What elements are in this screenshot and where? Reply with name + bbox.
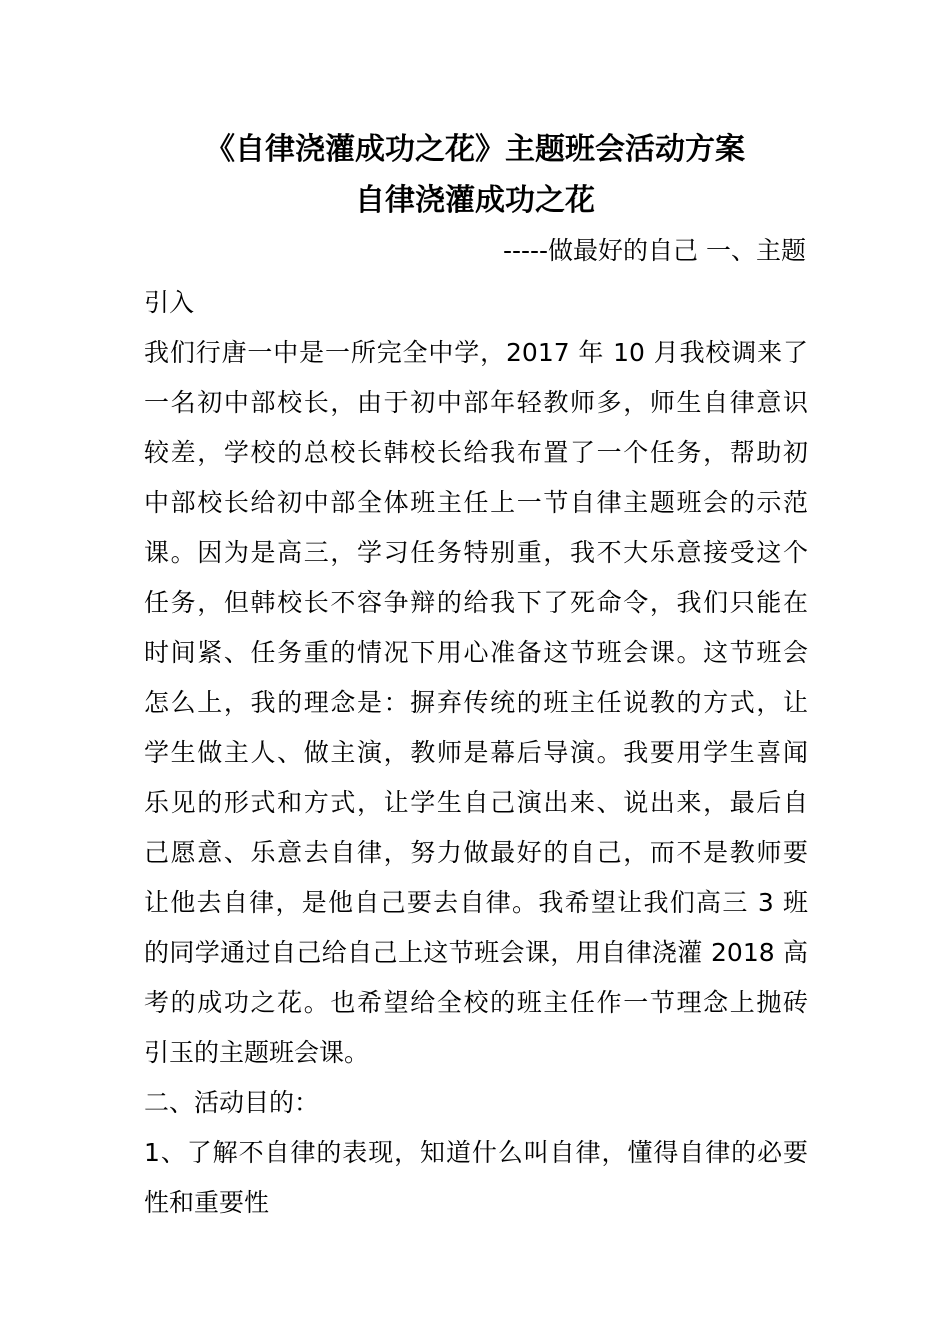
text-line: 较差，学校的总校长韩校长给我布置了一个任务，帮助初: [144, 438, 808, 467]
section-heading: 二、活动目的：: [144, 1088, 320, 1117]
text-line: 引玉的主题班会课。: [144, 1038, 370, 1067]
text-line: 己愿意、乐意去自律，努力做最好的自己，而不是教师要: [144, 838, 808, 867]
text-line: 中部校长给初中部全体班主任上一节自律主题班会的示范: [144, 488, 808, 517]
text-line: 怎么上，我的理念是：摒弃传统的班主任说教的方式，让: [144, 688, 808, 717]
text-line: 乐见的形式和方式，让学生自己演出来、说出来，最后自: [144, 788, 808, 817]
body-text: [144, 278, 808, 1228]
text-line: 让他去自律，是他自己要去自律。我希望让我们高三 3 班: [144, 888, 808, 917]
subtitle-line: -----做最好的自己 一、主题: [502, 236, 806, 265]
document-subtitle-heading: 自律浇灌成功之花: [355, 183, 595, 218]
document-title: 《自律浇灌成功之花》主题班会活动方案: [205, 132, 745, 167]
text-line: 考的成功之花。也希望给全校的班主任作一节理念上抛砖: [144, 988, 808, 1017]
text-line: 学生做主人、做主演，教师是幕后导演。我要用学生喜闻: [144, 738, 808, 767]
text-line: 性和重要性: [144, 1188, 270, 1217]
text-line: 时间紧、任务重的情况下用心准备这节班会课。这节班会: [144, 638, 808, 667]
text-line: 我们行唐一中是一所完全中学，2017 年 10 月我校调来了: [144, 338, 808, 367]
text-line: 一名初中部校长，由于初中部年轻教师多，师生自律意识: [144, 388, 808, 417]
text-line: 的同学通过自己给自己上这节班会课，用自律浇灌 2018 高: [144, 938, 808, 967]
text-line: 1、了解不自律的表现，知道什么叫自律，懂得自律的必要: [144, 1138, 808, 1167]
text-line: 课。因为是高三，学习任务特别重，我不大乐意接受这个: [144, 538, 808, 567]
text-line: 任务，但韩校长不容争辩的给我下了死命令，我们只能在: [144, 588, 808, 617]
text-line: 引入: [144, 288, 195, 317]
